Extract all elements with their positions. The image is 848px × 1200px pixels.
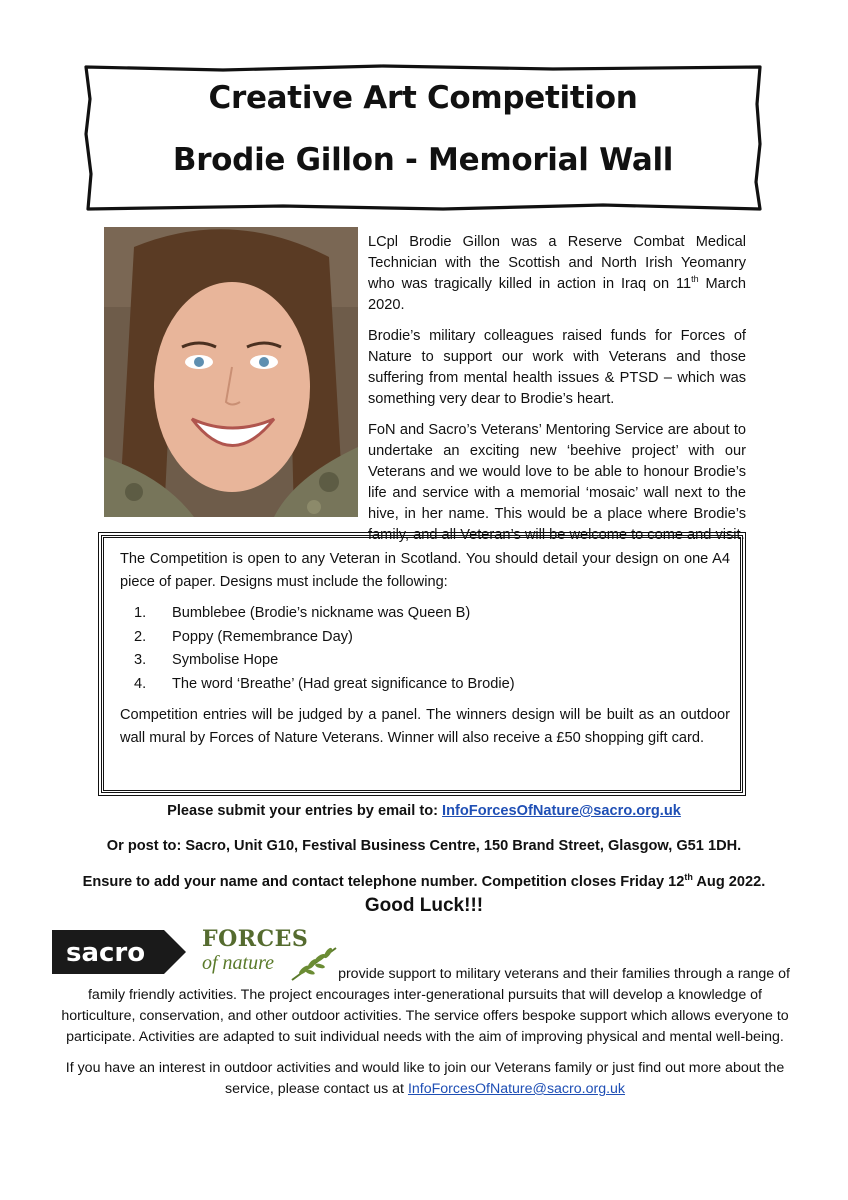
competition-box [101,535,743,793]
portrait-photo [104,227,358,517]
list-item: 1. Bumblebee (Brodie’s nickname was Queen B) [134,605,471,621]
intro-text [368,232,746,556]
page-subtitle: Brodie Gillon - Memorial Wall [172,142,674,178]
footer-paragraph-1: provide support to military veterans and their families through a range of family friendly activities. The project encourages inter-generational pursuits that will develop a knowledge of horticulture, conservation, and other outdoor activities. The service offers bespoke support which allows everyone to participate. Activities are adapted to suit individual needs with the aim of improving physical and mental well-being. [61,966,790,1045]
footer-email-link[interactable]: InfoForcesOfNature@sacro.org.uk [407,1081,626,1097]
intro-paragraph-2: Brodie’s military colleagues raised funds for Forces of Nature to support our work with Veterans and those suffering from mental health issues & PTSD – which was something very dear to Brodie’s heart. [368,328,746,407]
list-item: 2. Poppy (Remembrance Day) [134,628,353,645]
list-item: 3. Symbolise Hope [134,652,279,668]
page-title: Creative Art Competition [208,80,638,116]
good-luck-text: Good Luck!!! [364,895,484,916]
list-item: 4. The word ‘Breathe’ (Had great significance to Brodie) [134,675,515,692]
closing-date-line: Ensure to add your name and contact telephone number. Competition closes Friday 12th Aug 2022. [82,872,766,890]
submit-email-link[interactable]: InfoForcesOfNature@sacro.org.uk [442,803,681,819]
forces-of-nature-logo: FORCES of nature [202,928,382,980]
submit-email-line: Please submit your entries by email to: InfoForcesOfNature@sacro.org.uk [167,803,681,819]
svg-text:sacro: sacro [66,938,146,968]
title-banner [83,64,763,212]
requirements-list [134,602,730,696]
post-address-line: Or post to: Sacro, Unit G10, Festival Business Centre, 150 Brand Street, Glasgow, G51 1DH. [106,838,742,854]
competition-intro: The Competition is open to any Veteran in Scotland. You should detail your design on one A4 piece of paper. Designs must include the following: [120,551,730,590]
intro-paragraph-3: FoN and Sacro’s Veterans’ Mentoring Service are about to undertake an exciting new ‘beehive project’ with our Veterans and we would love to be able to honour Brodie’s life and service with a memorial ‘mosaic’ wall next to the hive, in her name. This would be a place where Brodie’s family, and all Veteran’s will be welcome to come and visit. [368,422,746,543]
intro-paragraph-1: LCpl Brodie Gillon was a Reserve Combat Medical Technician with the Scottish and North Irish Yeomanry who was tragically killed in action in Iraq on 11th March 2020. [368,234,746,313]
footer-paragraph-2: If you have an interest in outdoor activities and would like to join our Veterans family or just find out more about the service, please contact us at InfoForcesOfNature@sacro.org.uk [65,1060,785,1097]
competition-outro: Competition entries will be judged by a panel. The winners design will be built as an outdoor wall mural by Forces of Nature Veterans. Winner will also receive a £50 shopping gift card. [120,707,730,746]
